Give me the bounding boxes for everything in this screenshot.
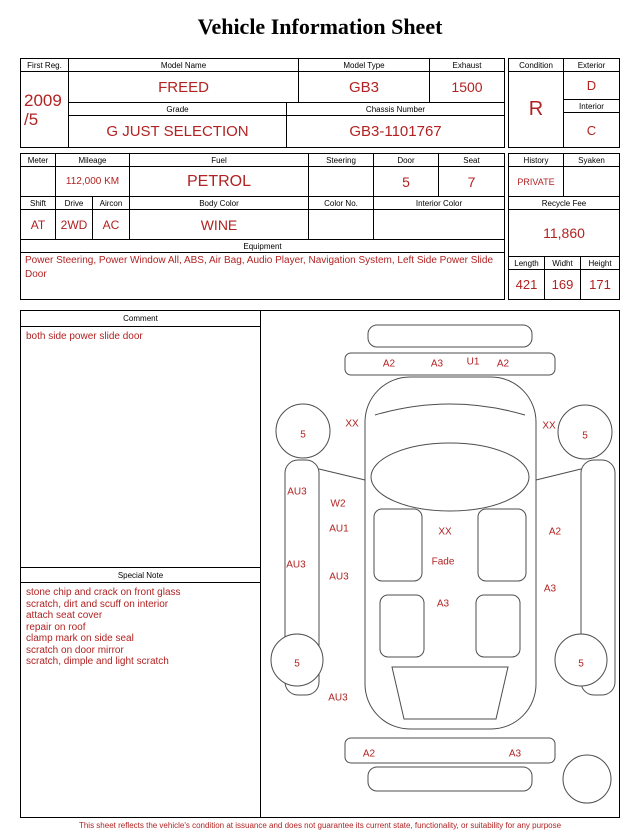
history-value: PRIVATE bbox=[509, 167, 564, 196]
seat-front-right bbox=[478, 509, 526, 581]
damage-label: XX bbox=[438, 526, 452, 538]
fuel-value: PETROL bbox=[130, 167, 309, 196]
special-note-header: Special Note bbox=[21, 567, 260, 583]
fuel-label: Fuel bbox=[130, 154, 309, 166]
rear-hatch bbox=[392, 667, 508, 719]
aircon-label: Aircon bbox=[93, 197, 130, 209]
damage-label: A2 bbox=[382, 358, 396, 370]
damage-label: AU3 bbox=[287, 486, 307, 498]
exhaust-value: 1500 bbox=[451, 79, 483, 95]
condition-column bbox=[509, 59, 564, 147]
special-note-line: clamp mark on side seal bbox=[26, 633, 134, 644]
mileage-label: Mileage bbox=[56, 154, 130, 166]
syaken-value bbox=[564, 167, 619, 196]
damage-label: Fade bbox=[431, 556, 455, 568]
seat-rear-right bbox=[476, 595, 520, 657]
condition-label: Condition bbox=[509, 59, 563, 72]
history-label: History bbox=[509, 154, 564, 166]
damage-label: A3 bbox=[436, 598, 450, 610]
first-reg-value bbox=[21, 72, 68, 147]
damage-label: XX bbox=[345, 418, 359, 430]
condition-value: R bbox=[528, 98, 544, 120]
special-note-line: stone chip and crack on front glass bbox=[26, 587, 181, 598]
comment-header: Comment bbox=[21, 311, 260, 327]
special-note-text bbox=[21, 583, 260, 672]
interior-label: Interior bbox=[564, 100, 619, 113]
recycle-fee-label: Recycle Fee bbox=[541, 198, 587, 208]
front-bumper-outer bbox=[368, 325, 532, 347]
damage-label: A2 bbox=[548, 526, 562, 538]
disclaimer-text: This sheet reflects the vehicle's condition at issuance and does not guarantee its current state, functionality, or suitability for any purpose bbox=[78, 821, 562, 830]
interior-color-value bbox=[374, 210, 504, 239]
damage-label: A3 bbox=[543, 583, 557, 595]
drive-value: 2WD bbox=[56, 210, 93, 239]
damage-label: A3 bbox=[430, 358, 444, 370]
width-label: Widht bbox=[545, 257, 581, 269]
grade-value: G JUST SELECTION bbox=[69, 116, 287, 147]
registration-table bbox=[20, 58, 505, 148]
chassis-number-value: GB3-1101767 bbox=[349, 123, 442, 140]
exterior-interior-column bbox=[564, 59, 619, 147]
exhaust-label: Exhaust bbox=[452, 60, 482, 70]
front-bumper-inner bbox=[345, 353, 555, 375]
damage-label: AU3 bbox=[328, 692, 348, 704]
damage-label: AU1 bbox=[329, 523, 349, 535]
left-mirror bbox=[319, 469, 365, 480]
interior-value: C bbox=[586, 122, 597, 138]
length-value: 421 bbox=[509, 270, 545, 299]
color-no-label: Color No. bbox=[309, 197, 374, 209]
damage-label: U1 bbox=[466, 356, 480, 368]
recycle-fee-value: 11,860 bbox=[543, 225, 585, 241]
page-title: Vehicle Information Sheet bbox=[197, 14, 443, 39]
condition-table bbox=[508, 58, 620, 148]
first-reg-cell bbox=[21, 59, 69, 147]
model-name-value: FREED bbox=[69, 72, 299, 102]
special-note-line: scratch on door mirror bbox=[26, 644, 124, 656]
syaken-label: Syaken bbox=[578, 155, 605, 165]
wheel-grade-label: 5 bbox=[578, 658, 584, 670]
mileage-value: 112,000 KM bbox=[56, 167, 130, 196]
special-note-line: scratch, dirt and scuff on interior bbox=[26, 598, 169, 610]
height-label: Height bbox=[588, 258, 612, 268]
damage-label: W2 bbox=[330, 498, 346, 510]
door-label: Door bbox=[374, 154, 439, 166]
wheel-grade-label: 5 bbox=[582, 430, 588, 442]
wheel-grade-label: 5 bbox=[294, 658, 300, 670]
damage-label: AU3 bbox=[329, 571, 349, 583]
special-note-line: repair on roof bbox=[26, 621, 86, 633]
equipment-label: Equipment bbox=[243, 241, 282, 251]
seat-label: Seat bbox=[463, 155, 480, 165]
shift-value: AT bbox=[21, 210, 56, 239]
wheel-grade-label: 5 bbox=[300, 429, 306, 441]
grade-label: Grade bbox=[69, 103, 287, 115]
body-color-value: WINE bbox=[130, 210, 309, 239]
steering-value bbox=[309, 167, 374, 196]
model-name-label: Model Name bbox=[69, 59, 299, 71]
damage-label: AU3 bbox=[286, 559, 306, 571]
steering-label: Steering bbox=[309, 154, 374, 166]
aircon-value: AC bbox=[93, 210, 130, 239]
drive-label: Drive bbox=[56, 197, 93, 209]
first-reg-month: /5 bbox=[24, 109, 39, 129]
notes-column bbox=[21, 311, 261, 817]
comment-text: both side power slide door bbox=[26, 331, 143, 342]
damage-label: A2 bbox=[362, 748, 376, 760]
shift-label: Shift bbox=[21, 197, 56, 209]
seat-value: 7 bbox=[467, 173, 476, 190]
car-body-outline bbox=[365, 377, 536, 729]
first-reg-label: First Reg. bbox=[21, 59, 68, 72]
equipment-value: Power Steering, Power Window All, ABS, Air Bag, Audio Player, Navigation System, Left Side Power Slide Door bbox=[25, 255, 494, 280]
spare-tire bbox=[563, 755, 611, 803]
hood-line bbox=[375, 404, 525, 415]
model-row bbox=[69, 59, 504, 103]
special-note-line: attach seat cover bbox=[26, 610, 103, 621]
car-damage-diagram bbox=[262, 317, 622, 807]
damage-label: A2 bbox=[496, 358, 510, 370]
interior-color-label: Interior Color bbox=[415, 198, 463, 208]
meter-label: Meter bbox=[21, 154, 56, 166]
registration-table-right bbox=[69, 59, 504, 147]
damage-label: XX bbox=[542, 420, 556, 432]
right-mirror bbox=[536, 469, 581, 480]
seat-front-left bbox=[374, 509, 422, 581]
height-value: 171 bbox=[589, 277, 611, 292]
length-label: Length bbox=[509, 257, 545, 269]
spec-table bbox=[20, 153, 505, 300]
windshield bbox=[371, 443, 529, 511]
model-type-label: Model Type bbox=[299, 59, 430, 71]
first-reg-year: 2009 bbox=[24, 90, 62, 110]
special-note-line: scratch, dimple and light scratch bbox=[26, 656, 169, 667]
width-value: 169 bbox=[545, 270, 581, 299]
rear-bumper-inner bbox=[345, 738, 555, 763]
meter-value bbox=[21, 167, 56, 196]
body-color-label: Body Color bbox=[130, 197, 309, 209]
chassis-number-label: Chassis Number bbox=[365, 104, 426, 114]
rear-bumper-outer bbox=[368, 767, 532, 791]
model-type-value: GB3 bbox=[299, 72, 430, 102]
exterior-value: D bbox=[564, 72, 619, 100]
exterior-label: Exterior bbox=[564, 59, 619, 72]
color-no-value bbox=[309, 210, 374, 239]
grade-row bbox=[69, 103, 504, 147]
damage-label: A3 bbox=[508, 748, 522, 760]
seat-rear-left bbox=[380, 595, 424, 657]
condition-detail-box bbox=[20, 310, 620, 818]
door-value: 5 bbox=[374, 167, 439, 196]
history-table bbox=[508, 153, 620, 300]
